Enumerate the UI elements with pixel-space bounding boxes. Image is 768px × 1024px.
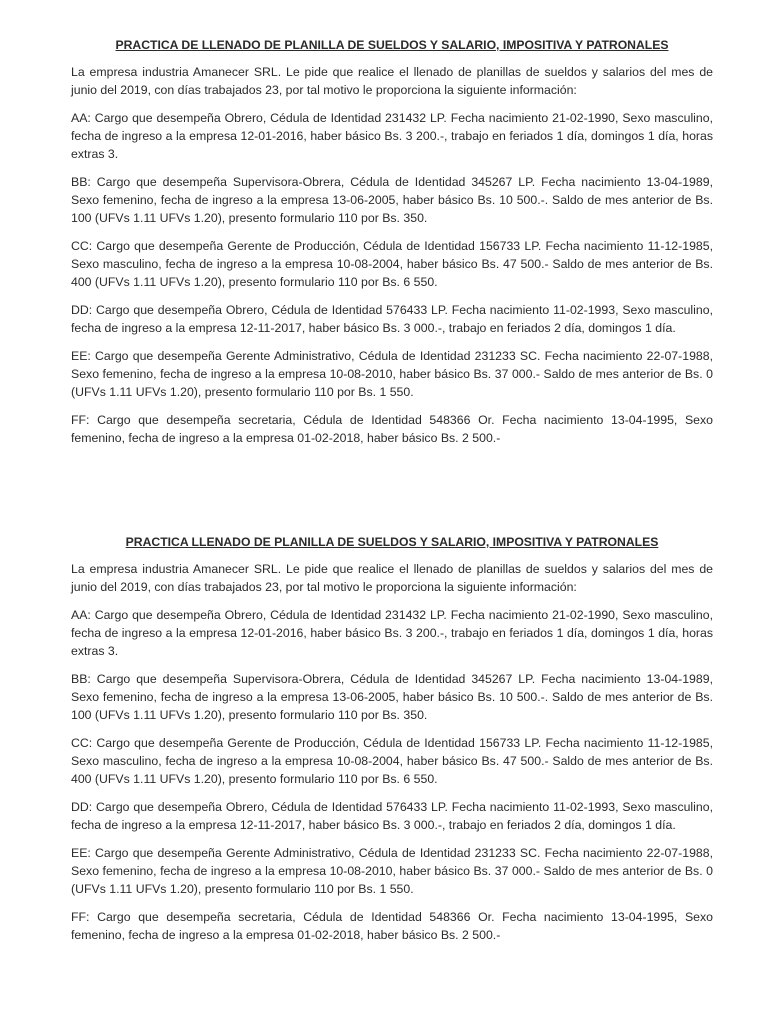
intro-paragraph: La empresa industria Amanecer SRL. Le pide que realice el llenado de planillas de sueldos y salarios del mes de junio del 2019, con días trabajados 23, por tal motivo le proporciona la siguiente información: (71, 562, 713, 594)
employee-ee-paragraph: EE: Cargo que desempeña Gerente Administrativo, Cédula de Identidad 231233 SC. Fecha nacimiento 22-07-1988, Sexo femenino, fecha de ingreso a la empresa 10-08-2010, haber básico Bs. 37 000.- Saldo de mes anterior de Bs. 0 (UFVs 1.11 UFVs 1.20), presento formulario 110 por Bs. 1 550. (71, 846, 713, 896)
exercise-section-2 (71, 534, 713, 954)
employee-ee-paragraph: EE: Cargo que desempeña Gerente Administrativo, Cédula de Identidad 231233 SC. Fecha nacimiento 22-07-1988, Sexo femenino, fecha de ingreso a la empresa 10-08-2010, haber básico Bs. 37 000.- Saldo de mes anterior de Bs. 0 (UFVs 1.11 UFVs 1.20), presento formulario 110 por Bs. 1 550. (71, 349, 713, 399)
exercise-section-1 (71, 37, 713, 457)
section-title: PRACTICA LLENADO DE PLANILLA DE SUELDOS Y SALARIO, IMPOSITIVA Y PATRONALES (125, 535, 659, 549)
section-title: PRACTICA DE LLENADO DE PLANILLA DE SUELDOS Y SALARIO, IMPOSITIVA Y PATRONALES (115, 38, 669, 52)
employee-dd-paragraph: DD: Cargo que desempeña Obrero, Cédula de Identidad 576433 LP. Fecha nacimiento 11-02-1993, Sexo masculino, fecha de ingreso a la empresa 12-11-2017, haber básico Bs. 3 000.-, trabajo en feriados 2 día, domingos 1 día. (71, 303, 713, 335)
employee-aa-paragraph: AA: Cargo que desempeña Obrero, Cédula de Identidad 231432 LP. Fecha nacimiento 21-02-1990, Sexo masculino, fecha de ingreso a la empresa 12-01-2016, haber básico Bs. 3 200.-, trabajo en feriados 1 día, domingos 1 día, horas extras 3. (71, 608, 713, 658)
employee-aa-paragraph: AA: Cargo que desempeña Obrero, Cédula de Identidad 231432 LP. Fecha nacimiento 21-02-1990, Sexo masculino, fecha de ingreso a la empresa 12-01-2016, haber básico Bs. 3 200.-, trabajo en feriados 1 día, domingos 1 día, horas extras 3. (71, 111, 713, 161)
intro-paragraph: La empresa industria Amanecer SRL. Le pide que realice el llenado de planillas de sueldos y salarios del mes de junio del 2019, con días trabajados 23, por tal motivo le proporciona la siguiente información: (71, 65, 713, 97)
employee-dd-paragraph: DD: Cargo que desempeña Obrero, Cédula de Identidad 576433 LP. Fecha nacimiento 11-02-1993, Sexo masculino, fecha de ingreso a la empresa 12-11-2017, haber básico Bs. 3 000.-, trabajo en feriados 2 día, domingos 1 día. (71, 800, 713, 832)
employee-bb-paragraph: BB: Cargo que desempeña Supervisora-Obrera, Cédula de Identidad 345267 LP. Fecha nacimiento 13-04-1989, Sexo femenino, fecha de ingreso a la empresa 13-06-2005, haber básico Bs. 10 500.-. Saldo de mes anterior de Bs. 100 (UFVs 1.11 UFVs 1.20), presento formulario 110 por Bs. 350. (71, 672, 713, 722)
employee-ff-paragraph: FF: Cargo que desempeña secretaria, Cédula de Identidad 548366 Or. Fecha nacimiento 13-04-1995, Sexo femenino, fecha de ingreso a la empresa 01-02-2018, haber básico Bs. 2 500.- (71, 413, 713, 445)
employee-ff-paragraph: FF: Cargo que desempeña secretaria, Cédula de Identidad 548366 Or. Fecha nacimiento 13-04-1995, Sexo femenino, fecha de ingreso a la empresa 01-02-2018, haber básico Bs. 2 500.- (71, 910, 713, 942)
employee-bb-paragraph: BB: Cargo que desempeña Supervisora-Obrera, Cédula de Identidad 345267 LP. Fecha nacimiento 13-04-1989, Sexo femenino, fecha de ingreso a la empresa 13-06-2005, haber básico Bs. 10 500.-. Saldo de mes anterior de Bs. 100 (UFVs 1.11 UFVs 1.20), presento formulario 110 por Bs. 350. (71, 175, 713, 225)
employee-cc-paragraph: CC: Cargo que desempeña Gerente de Producción, Cédula de Identidad 156733 LP. Fecha nacimiento 11-12-1985, Sexo masculino, fecha de ingreso a la empresa 10-08-2004, haber básico Bs. 47 500.- Saldo de mes anterior de Bs. 400 (UFVs 1.11 UFVs 1.20), presento formulario 110 por Bs. 6 550. (71, 239, 713, 289)
employee-cc-paragraph: CC: Cargo que desempeña Gerente de Producción, Cédula de Identidad 156733 LP. Fecha nacimiento 11-12-1985, Sexo masculino, fecha de ingreso a la empresa 10-08-2004, haber básico Bs. 47 500.- Saldo de mes anterior de Bs. 400 (UFVs 1.11 UFVs 1.20), presento formulario 110 por Bs. 6 550. (71, 736, 713, 786)
